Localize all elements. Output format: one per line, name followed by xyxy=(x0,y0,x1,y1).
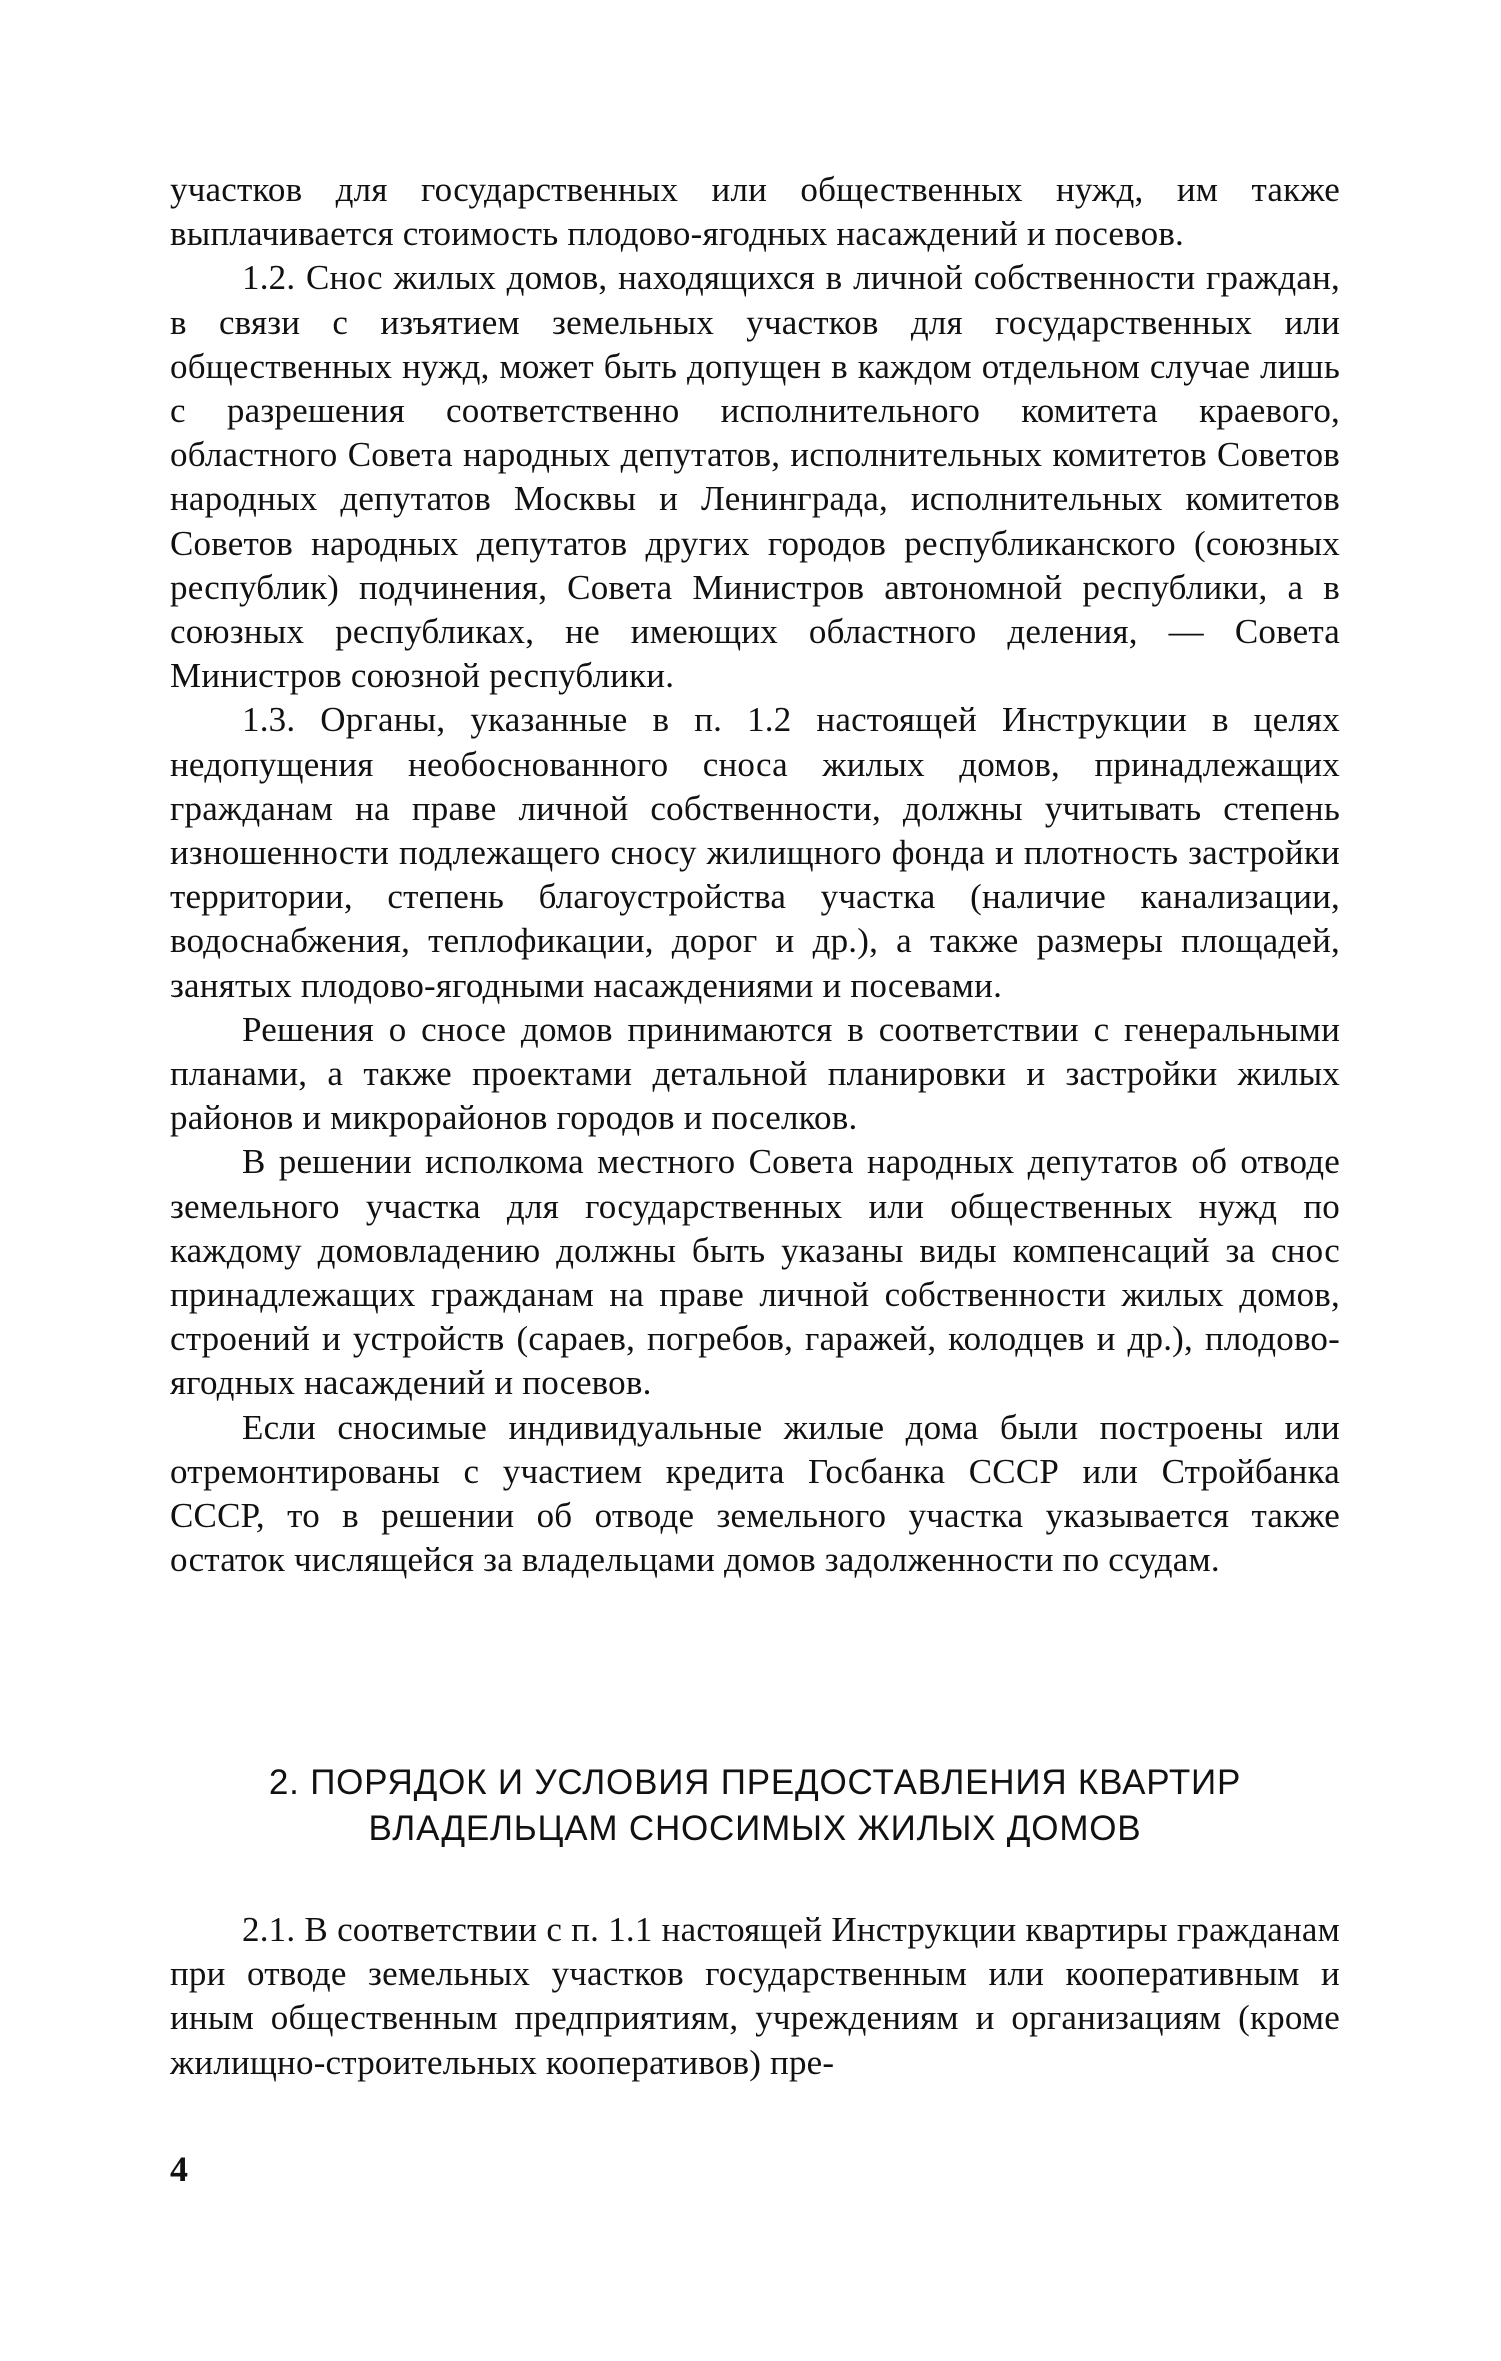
paragraph-2-1: 2.1. В соответствии с п. 1.1 настоящей Инструкции квартиры гражданам при отводе земельных участков государственным или кооперативным и иным общественным предприятиям, учреждениям и организациям (кроме жилищно-строительных кооперативов) пре- xyxy=(170,1910,1340,2082)
page-number: 4 xyxy=(170,2149,188,2189)
section-heading-line-2: ВЛАДЕЛЬЦАМ СНОСИМЫХ ЖИЛЫХ ДОМОВ xyxy=(368,1809,1142,1848)
paragraph-1-3: 1.3. Органы, указанные в п. 1.2 настоящей Инструкции в целях недопущения необоснованного сноса жилых домов, принадлежащих гражданам на праве личной собственности, должны учитывать степень изношенности подлежащего сносу жилищного фонда и плотность застройки территории, степень благоустройства участка (наличие канализации, водоснабжения, теплофикации, дорог и др.), а также размеры площадей, занятых плодово-ягодными насаждениями и посевами. xyxy=(170,700,1340,1005)
main-text-block xyxy=(170,168,1340,1583)
intro-paragraph: участков для государственных или общественных нужд, им также выплачивается стоимость плодово-ягодных насаждений и посевов. xyxy=(170,170,1340,254)
section-2-text-block xyxy=(170,1908,1340,2085)
paragraph-1-2: 1.2. Снос жилых домов, находящихся в личной собственности граждан, в связи с изъятием земельных участков для государственных или общественных нужд, может быть допущен в каждом отдельном случае лишь с разрешения соответственно исполнительного комитета краевого, областного Совета народных депутатов, исполнительных комитетов Советов народных депутатов Москвы и Ленинграда, исполнительных комитетов Советов народных депутатов других городов республиканского (союзных республик) подчинения, Совета Министров автономной республики, а в союзных республиках, не имеющих областного деления, — Совета Министров союзной республики. xyxy=(170,258,1340,696)
section-heading-line-1: 2. ПОРЯДОК И УСЛОВИЯ ПРЕДОСТАВЛЕНИЯ КВАРТИР xyxy=(268,1763,1242,1802)
paragraph-executive-decision: В решении исполкома местного Совета народных депутатов об отводе земельного участка для государственных или общественных нужд по каждому домовладению должны быть указаны виды компенсаций за снос принадлежащих гражданам на праве личной собственности жилых домов, строений и устройств (сараев, погребов, гаражей, колодцев и др.), плодово-ягодных насаждений и посевов. xyxy=(170,1142,1340,1403)
paragraph-decisions: Решения о сносе домов принимаются в соответствии с генеральными планами, а также проектами детальной планировки и застройки жилых районов и микрорайонов городов и поселков. xyxy=(170,1009,1340,1138)
paragraph-credit: Если сносимые индивидуальные жилые дома были построены или отремонтированы с участием кредита Госбанка СССР или Стройбанка СССР, то в решении об отводе земельного участка указывается также остаток числящейся за владельцами домов задолженности по ссудам. xyxy=(170,1407,1340,1580)
section-heading xyxy=(170,1760,1340,1852)
